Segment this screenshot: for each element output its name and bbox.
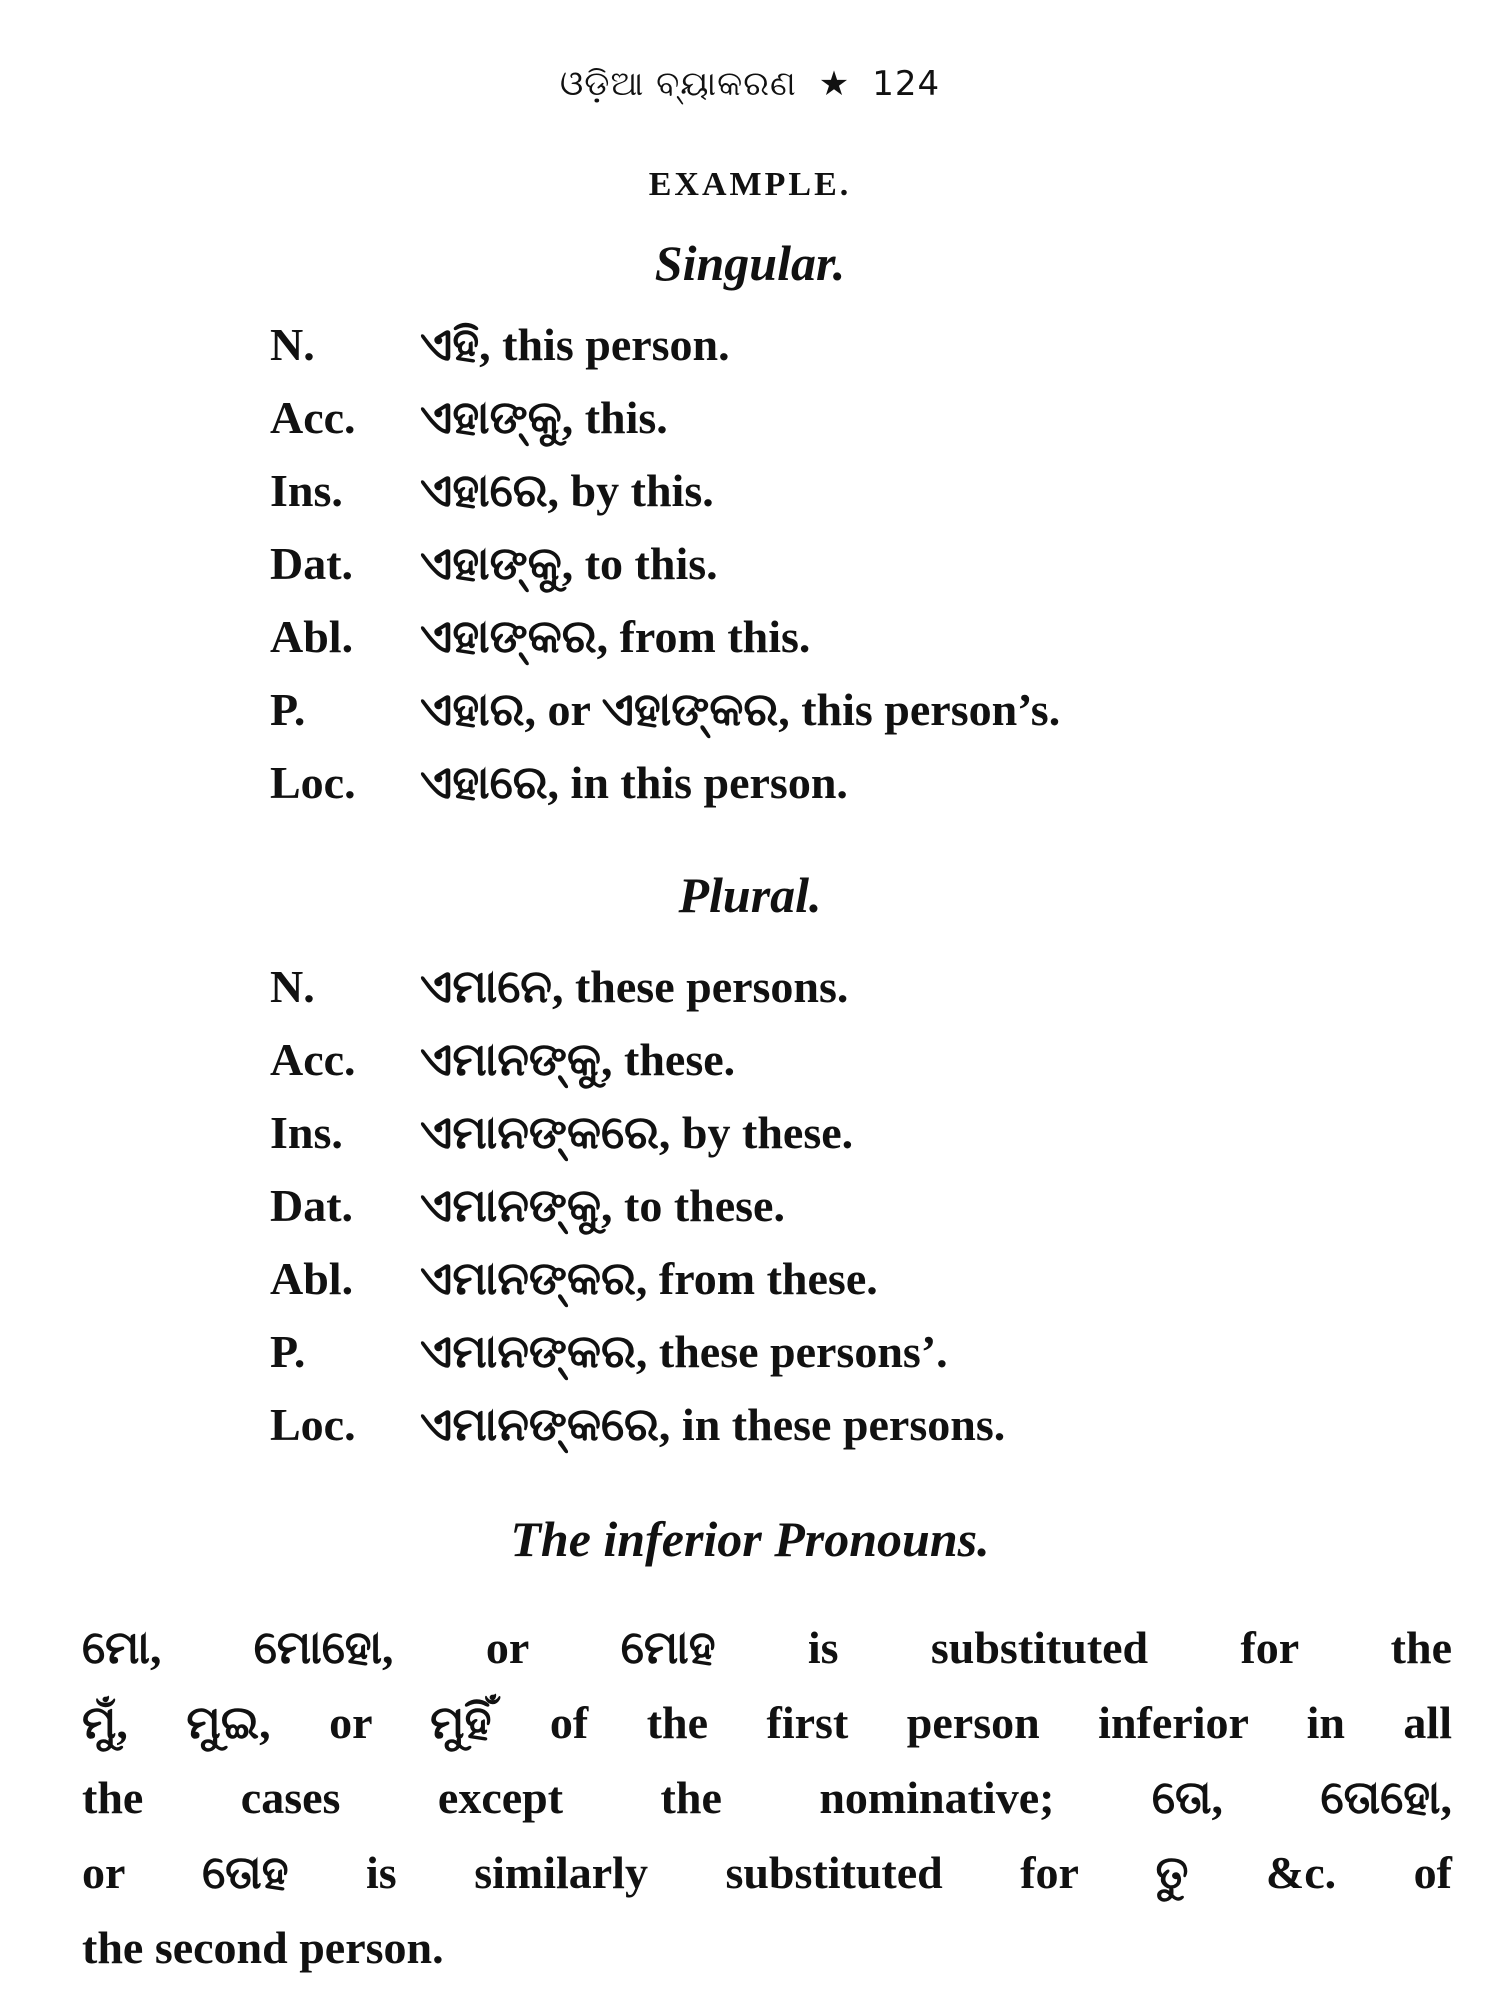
declension-text: ଏହାର, or ଏହାଙ୍କର, this person’s. [420,684,1061,735]
paragraph-line: or ତୋହ is similarly substituted for ତୁ &c. of [82,1847,1452,1898]
star-icon: ★ [818,64,851,104]
running-head [0,64,1500,104]
declension-row [270,756,1390,829]
case-label: Dat. [270,1180,354,1231]
plural-declension [270,960,1390,1471]
declension-text: ଏମାନଙ୍କୁ, these. [420,1034,736,1085]
declension-row [270,683,1390,756]
declension-text: ଏମାନଙ୍କରେ, in these persons. [420,1399,1006,1450]
plural-heading: Plural. [678,867,822,923]
case-label: Acc. [270,392,356,443]
case-label: Acc. [270,1034,356,1085]
case-label: N. [270,319,315,370]
paragraph-line: ମୁଁ, ମୁଇ, or ମୁହିଁ of the first person inferior in all [82,1697,1452,1748]
case-label: P. [270,684,306,735]
case-label: Loc. [270,1399,356,1450]
case-label: P. [270,1326,306,1377]
declension-text: ଏହାଙ୍କୁ, this. [420,392,668,443]
declension-row [270,1252,1390,1325]
declension-text: ଏମାନେ, these persons. [420,961,849,1012]
declension-row [270,391,1390,464]
case-label: Dat. [270,538,354,589]
running-head-title: ଓଡ଼ିଆ ବ୍ୟାକରଣ [559,64,797,104]
declension-text: ଏମାନଙ୍କରେ, by these. [420,1107,854,1158]
declension-text: ଏମାନଙ୍କୁ, to these. [420,1180,785,1231]
declension-row [270,1398,1390,1471]
declension-row [270,1033,1390,1106]
declension-row [270,318,1390,391]
example-heading: EXAMPLE. [648,166,852,203]
inferior-pronouns-paragraph [82,1610,1452,1985]
paragraph-line: ମୋ, ମୋହୋ, or ମୋହ is substituted for the [82,1622,1452,1673]
declension-text: ଏହାରେ, in this person. [420,757,848,808]
case-label: Abl. [270,1253,354,1304]
case-label: Ins. [270,1107,343,1158]
declension-row [270,960,1390,1033]
declension-row [270,464,1390,537]
declension-text: ଏମାନଙ୍କର, these persons’. [420,1326,948,1377]
case-label: Loc. [270,757,356,808]
case-label: N. [270,961,315,1012]
case-label: Ins. [270,465,343,516]
declension-row [270,1106,1390,1179]
declension-text: ଏହି, this person. [420,319,730,370]
declension-text: ଏହାଙ୍କୁ, to this. [420,538,718,589]
declension-row [270,610,1390,683]
declension-row [270,1325,1390,1398]
case-label: Abl. [270,611,354,662]
declension-text: ଏହାରେ, by this. [420,465,714,516]
singular-heading: Singular. [654,235,846,291]
singular-declension [270,318,1390,829]
declension-row [270,1179,1390,1252]
declension-text: ଏହାଙ୍କର, from this. [420,611,811,662]
page-number: 124 [872,64,941,104]
declension-text: ଏମାନଙ୍କର, from these. [420,1253,878,1304]
inferior-pronouns-heading: The inferior Pronouns. [510,1511,990,1567]
declension-row [270,537,1390,610]
paragraph-line: the second person. [82,1922,444,1973]
paragraph-line: the cases except the nominative; ତୋ, ତୋହୋ, [82,1772,1452,1823]
